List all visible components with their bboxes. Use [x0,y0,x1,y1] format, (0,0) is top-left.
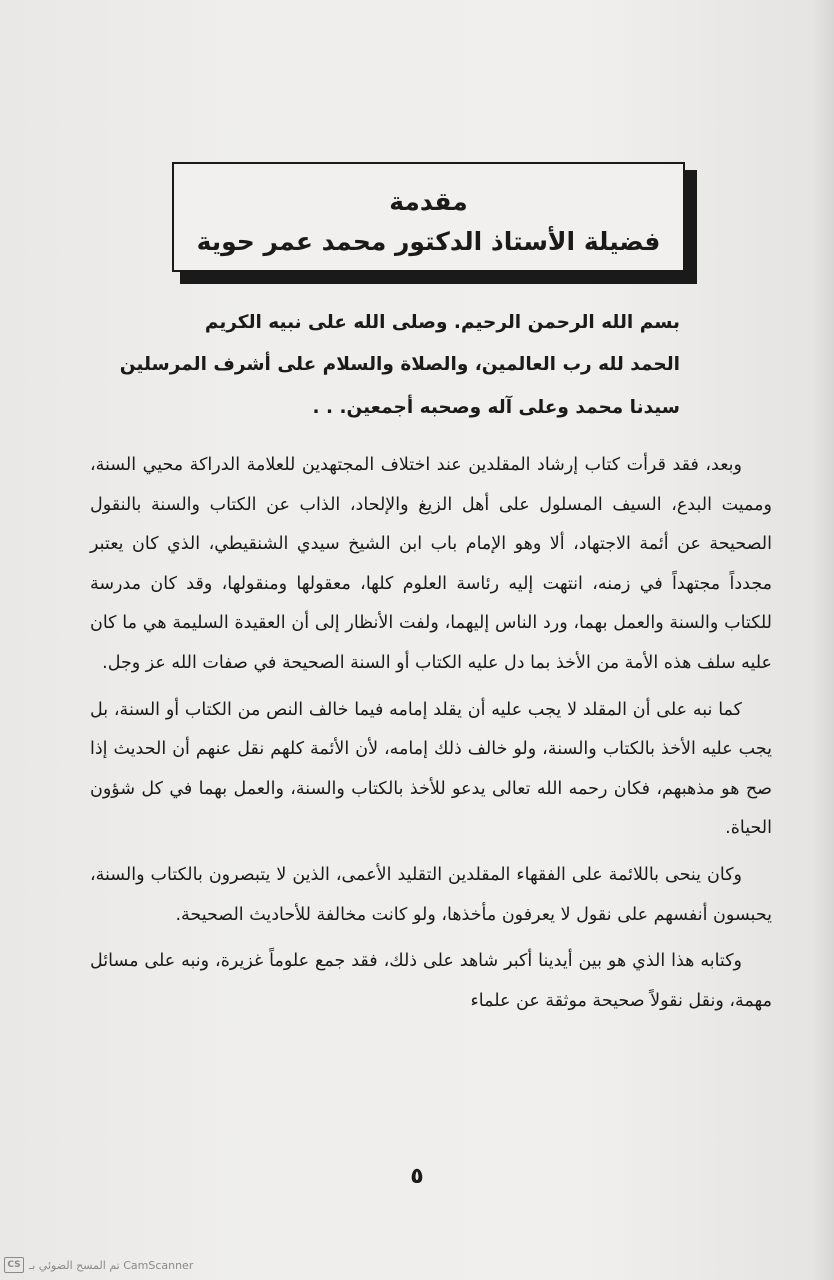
paragraph: وبعد، فقد قرأت كتاب إرشاد المقلدين عند اختلاف المجتهدين للعلامة الدراكة محيي السنة، ومميت البدع، السيف المسلول على أهل الزيغ والإلحاد، الذاب عن الكتاب والسنة بالنقول الصحيحة عن أئمة الاجتهاد، ألا وهو الإمام باب ابن الشيخ سيدي الشنقيطي، الذي كان يعتبر مجدداً مجتهداً في زمنه، انتهت إليه رئاسة العلوم كلها، معقولها ومنقولها، وقد كان مدرسة للكتاب والسنة والعمل بهما، ورد الناس إليهما، ولفت الأنظار إلى أن العقيدة السليمة هي ما كان عليه سلف هذه الأمة من الأخذ بما دل عليه الكتاب أو السنة الصحيحة في صفات الله عز وجل. [90,455,772,673]
camscanner-logo-icon: CS [4,1257,24,1273]
page-edge-shadow [812,0,834,1280]
title-box [172,162,685,272]
hamdala-line: الحمد لله رب العالمين، والصلاة والسلام على أشرف المرسلين [119,354,680,375]
section-heading: مقدمة [389,187,468,216]
salutation-line: سيدنا محمد وعلى آله وصحبه أجمعين. . . [312,397,680,418]
paragraph: كما نبه على أن المقلد لا يجب عليه أن يقلد إمامه فيما خالف النص من الكتاب أو السنة، بل يجب عليه الأخذ بالكتاب والسنة، ولو خالف ذلك إمامه، لأن الأئمة كلهم نقل عنهم أن الحديث إذا صح هو مذهبهم، فكان رحمه الله تعالى يدعو للأخذ بالكتاب والسنة، والعمل بهما في كل شؤون الحياة. [90,699,772,839]
author-heading: فضيلة الأستاذ الدكتور محمد عمر حوية [196,227,661,256]
basmala-line: بسم الله الرحمن الرحيم. وصلى الله على نبيه الكريم [204,312,680,333]
camscanner-watermark [4,1256,193,1274]
body-text [90,446,772,1021]
page-number: ٥ [410,1164,424,1189]
watermark-text: تم المسح الضوئي بـ CamScanner [29,1258,194,1272]
paragraph: وكتابه هذا الذي هو بين أيدينا أكبر شاهد على ذلك، فقد جمع علوماً غزيرة، ونبه على مسائل مهمة، ونقل نقولاً صحيحة موثقة عن علماء [90,951,772,1011]
paragraph: وكان ينحى باللائمة على الفقهاء المقلدين التقليد الأعمى، الذين لا يتبصرون بالكتاب والسنة، يحبسون أنفسهم على نقول لا يعرفون مأخذها، ولو كانت مخالفة للأحاديث الصحيحة. [90,864,772,925]
